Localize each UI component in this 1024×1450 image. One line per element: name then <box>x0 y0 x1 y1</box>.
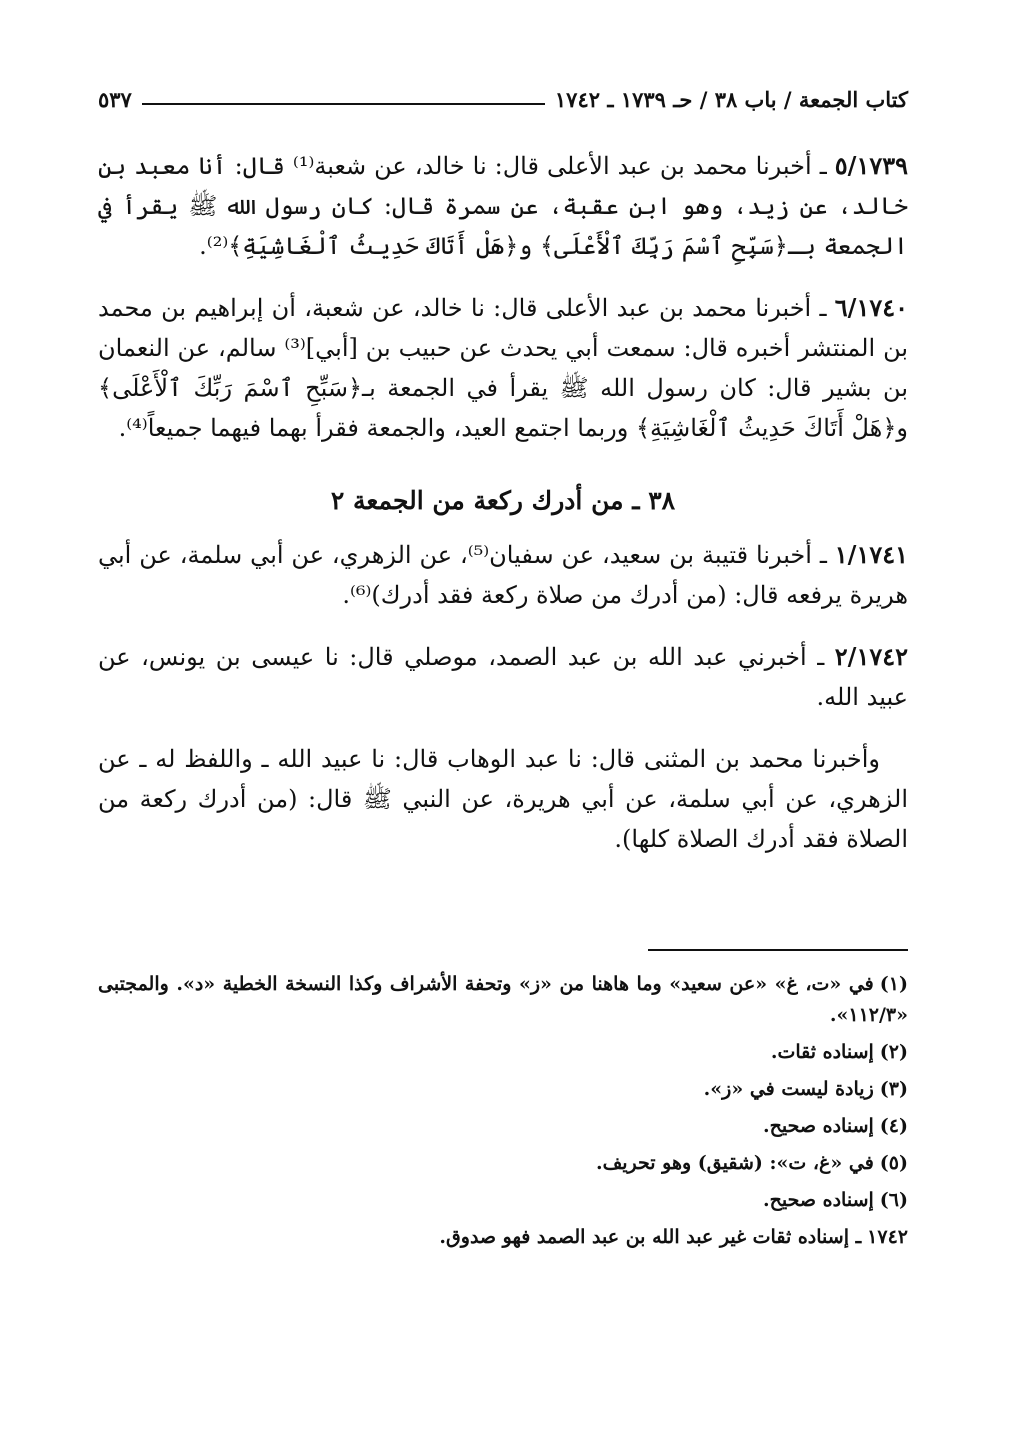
footnote <box>98 1074 908 1105</box>
footnote-text: في «غ، ت»: (شقيق) وهو تحريف. <box>595 1152 874 1174</box>
footnote-number: (٦) <box>879 1189 908 1211</box>
footnote-text: إسناده صحيح. <box>763 1189 874 1211</box>
footnote-text: ـ إسناده ثقات غير عبد الله بن عبد الصمد فهو صدوق. <box>439 1226 862 1248</box>
hadith-text: ـ أخبرنا محمد بن عبد الأعلى قال: نا خالد، عن شعبة⁽¹⁾ قال: أنا معبد بن خالد، عن زيد، وهو ابن عقبة، عن سمرة قال: كان رسول الله ﷺ يقرأ في الجمعة بـ﴿سَبِّحِ ٱسْمَ رَبِّكَ ٱلْأَعْلَى﴾ و﴿هَلْ أَتَاكَ حَدِيثُ ٱلْغَاشِيَةِ﴾⁽²⁾. <box>98 152 908 260</box>
header-rule <box>142 103 545 105</box>
footnote <box>98 1037 908 1068</box>
hadith-text: ـ أخبرنا قتيبة بن سعيد، عن سفيان⁽⁵⁾، عن الزهري، عن أبي سلمة، عن أبي هريرة يرفعه قال: (من أدرك من صلاة ركعة فقد أدرك)⁽⁶⁾. <box>98 541 908 609</box>
hadith-number: ٢/١٧٤٢ <box>834 642 908 671</box>
hadith-paragraph <box>98 637 908 717</box>
hadith-text: ـ أخبرنا محمد بن عبد الأعلى قال: نا خالد، عن شعبة، أن إبراهيم بن محمد بن المنتشر أخبره قال: سمعت أبي يحدث عن حبيب بن [أبي]⁽³⁾ سالم، عن النعمان بن بشير قال: كان رسول الله ﷺ يقرأ في الجمعة بـ﴿سَبِّحِ ٱسْمَ رَبِّكَ ٱلْأَعْلَى﴾ و﴿هَلْ أَتَاكَ حَدِيثُ ٱلْغَاشِيَةِ﴾ وربما اجتمع العيد، والجمعة فقرأ بهما فيهما جميعاً⁽⁴⁾. <box>98 294 909 442</box>
footnote <box>98 969 908 1031</box>
hadith-number: ٦/١٧٤٠ <box>834 293 908 322</box>
footnote-text: إسناده ثقات. <box>770 1041 874 1063</box>
footnote <box>98 1111 908 1142</box>
page-number: ٥٣٧ <box>98 87 132 112</box>
footnote-text: إسناده صحيح. <box>763 1115 874 1137</box>
footnote <box>98 1222 908 1253</box>
footnote-number: (١) <box>879 973 908 995</box>
chapter-heading: ٣٨ ـ من أدرك ركعة من الجمعة ٢ <box>330 486 676 515</box>
hadith-paragraph <box>98 288 908 448</box>
footnote-number: (٣) <box>879 1078 908 1100</box>
footnote-number: (٤) <box>879 1115 908 1137</box>
footnote-text: في «ت، غ» «عن سعيد» وما هاهنا من «ز» وتحفة الأشراف وكذا النسخة الخطية «د». والمجتبى «١١٢/٣». <box>98 973 908 1026</box>
hadith-number: ١/١٧٤١ <box>834 540 908 569</box>
footnote-number: (٢) <box>879 1041 908 1063</box>
header-title: كتاب الجمعة / باب ٣٨ / حـ ١٧٣٩ ـ ١٧٤٢ <box>554 87 908 112</box>
hadith-paragraph <box>98 535 908 615</box>
footnote-number: ١٧٤٢ <box>867 1226 908 1248</box>
hadith-text: ـ أخبرني عبد الله بن عبد الصمد، موصلي قال: نا عيسى بن يونس، عن عبيد الله. <box>98 643 908 711</box>
hadith-number: ٥/١٧٣٩ <box>834 151 908 180</box>
footnote-number: (٥) <box>879 1152 908 1174</box>
footnotes <box>98 969 908 1253</box>
hadith-paragraph <box>98 146 908 266</box>
running-header <box>98 78 908 112</box>
footnote <box>98 1185 908 1216</box>
footnote <box>98 1148 908 1179</box>
main-text <box>98 146 908 859</box>
footnote-text: زيادة ليست في «ز». <box>703 1078 874 1100</box>
closing-paragraph: وأخبرنا محمد بن المثنى قال: نا عبد الوهاب قال: نا عبيد الله ـ واللفظ له ـ عن الزهري، عن أبي سلمة، عن أبي هريرة، عن النبي ﷺ قال: (من أدرك ركعة من الصلاة فقد أدرك الصلاة كلها). <box>98 745 908 853</box>
footnote-divider <box>648 949 908 951</box>
